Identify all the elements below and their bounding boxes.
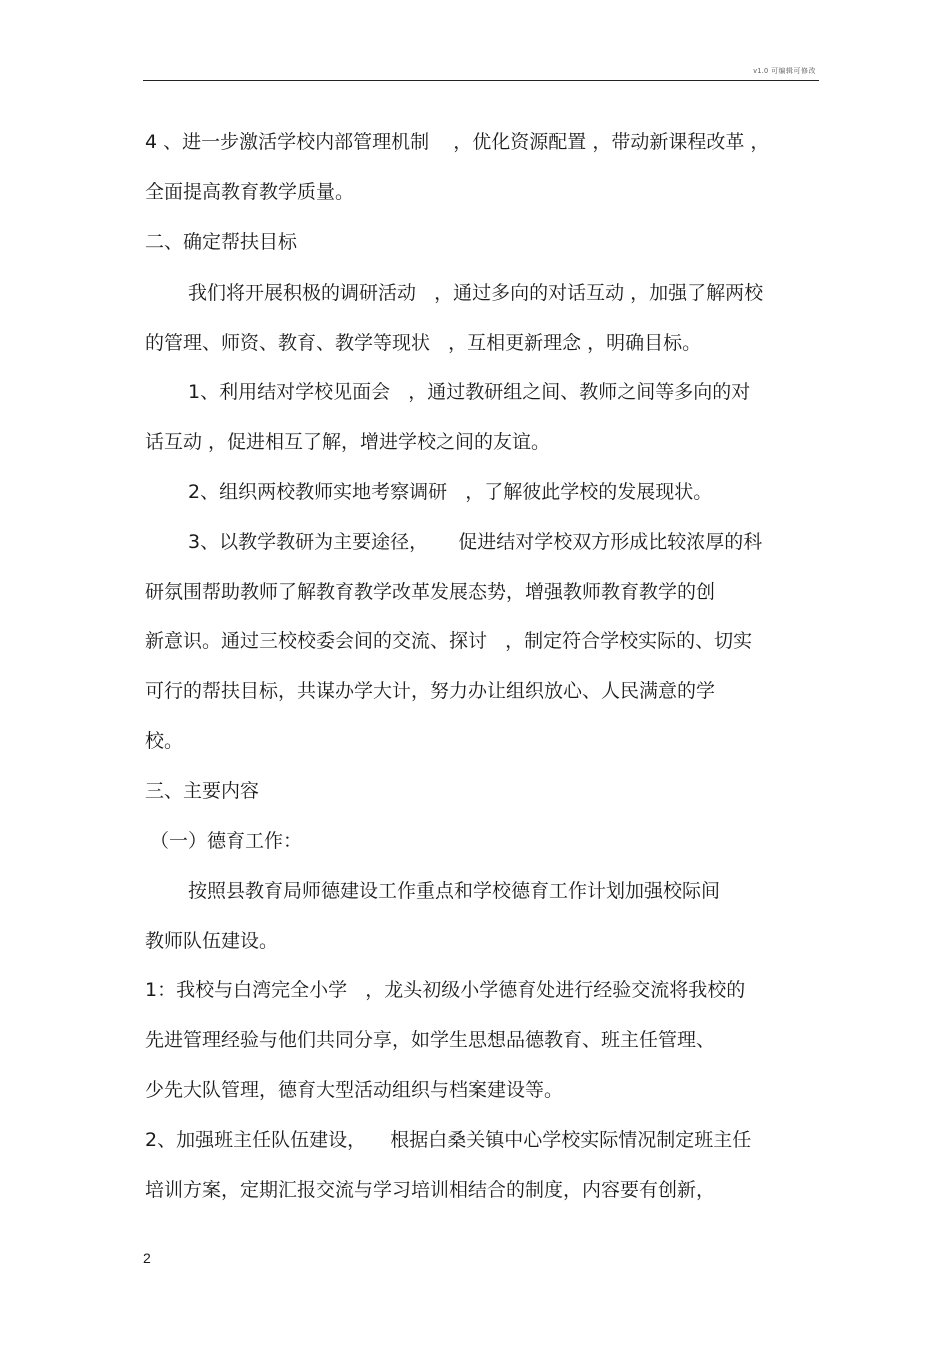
section-heading: 三、主要内容 [145,780,260,802]
paragraph-line: 少先大队管理，德育大型活动组织与档案建设等。 [145,1079,564,1101]
paragraph-line: 按照县教育局师德建设工作重点和学校德育工作计划加强校际间 [188,880,721,902]
paragraph-line: 2、组织两校教师实地考察调研 ，了解彼此学校的发展现状。 [188,481,713,503]
paragraph-line: 教师队伍建设。 [145,930,279,952]
paragraph-line: 的管理、师资、教育、教学等现状 ，互相更新理念 ，明确目标。 [145,332,702,354]
paragraph-line: 先进管理经验与他们共同分享，如学生思想品德教育、班主任管理、 [145,1029,716,1051]
paragraph-line: 话互动 ，促进相互了解，增进学校之间的友谊。 [145,431,551,453]
paragraph-line: 我们将开展积极的调研活动 ，通过多向的对话互动 ，加强了解两校 [188,282,764,304]
paragraph-line: 1、利用结对学校见面会 ，通过教研组之间、教师之间等多向的对 [188,381,751,403]
header-rule [143,80,819,81]
paragraph-line: 全面提高教育教学质量。 [145,181,355,203]
header-version-note: v1.0 可编辑可修改 [753,68,816,75]
paragraph-line: 培训方案，定期汇报交流与学习培训相结合的制度，内容要有创新， [145,1179,716,1201]
paragraph-line: 新意识。通过三校校委会间的交流、探讨 ，制定符合学校实际的、切实 [145,630,753,652]
subsection-heading: （一）德育工作： [150,830,303,852]
page-number: 2 [143,1250,151,1266]
paragraph-line: 4 、进一步激活学校内部管理机制 ，优化资源配置 ，带动新课程改革 ， [145,131,770,153]
section-heading: 二、确定帮扶目标 [145,231,298,253]
paragraph-line: 可行的帮扶目标，共谋办学大计，努力办让组织放心、人民满意的学 [145,680,716,702]
paragraph-line: 校。 [145,730,184,752]
paragraph-line: 2、加强班主任队伍建设， 根据白桑关镇中心学校实际情况制定班主任 [145,1129,752,1151]
paragraph-line: 1：我校与白湾完全小学 ，龙头初级小学德育处进行经验交流将我校的 [145,979,746,1001]
paragraph-line: 研氛围帮助教师了解教育教学改革发展态势，增强教师教育教学的创 [145,581,716,603]
paragraph-line: 3、以教学教研为主要途径， 促进结对学校双方形成比较浓厚的科 [188,531,763,553]
